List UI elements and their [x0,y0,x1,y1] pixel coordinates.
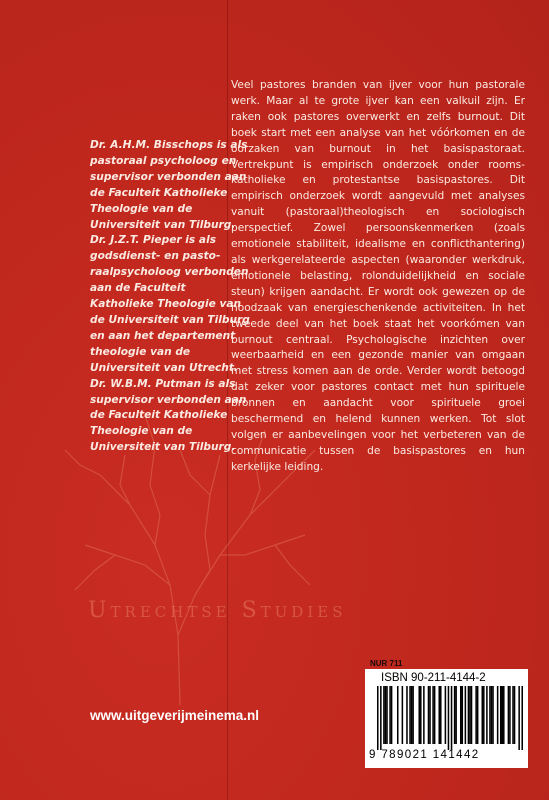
barcode-bar [454,686,456,744]
barcode-bar [438,686,440,744]
barcode-bar [475,686,477,744]
publisher-website-link[interactable]: www.uitgeverijmeinema.nl [90,708,260,723]
barcode-bar [489,686,491,744]
barcode-bar [521,686,523,750]
ean-barcode [377,686,523,750]
barcode-bar [469,686,471,744]
barcode-bar [412,686,414,744]
author-bio-bisschops: Dr. A.H.M. Bisschops is als pastoraal psycholoog en supervisor verbonden aan de Faculteit Katholieke Theologie van de Universiteit van Tilburg. [90,139,248,231]
barcode-bar [402,686,404,744]
barcode-bar [448,686,450,750]
barcode-bar [455,686,457,744]
barcode-bar [383,686,385,744]
barcode-bar [509,686,511,744]
barcode-bar [460,686,462,744]
ean-digits: 9 789021 141442 [369,749,480,761]
barcode-bar [492,686,494,744]
nur-code: NUR 711 [370,659,403,668]
barcode-bar [411,686,413,744]
barcode-bar [500,686,502,744]
barcode-bar [397,686,399,744]
author-bio-pieper: Dr. J.Z.T. Pieper is als godsdienst- en pastoraalpsycholoog verbonden aan de Faculteit Katholieke Theologie van de Universiteit van Tilburg en aan het departement theologie van de Universiteit van Utrecht. [90,234,250,374]
barcode-bar [406,686,408,744]
barcode-bar [514,686,516,744]
barcode-bar [471,686,473,744]
isbn-label: ISBN 90-211-4144-2 [381,672,486,684]
barcode-bar [418,686,420,744]
barcode-bar [451,686,453,750]
series-title: Utrechtse Studies [88,598,347,623]
barcode-bar [423,686,425,744]
barcode-bar [503,686,505,744]
barcode-bar [432,686,434,744]
barcode-bar [468,686,470,744]
barcode-bar [477,686,479,744]
barcode-bar [409,686,411,744]
barcode-bar [518,686,520,750]
barcode-bar [434,686,436,744]
author-bio-putman: Dr. W.B.M. Putman is als supervisor verbonden aan de Faculteit Katholieke Theologie van de Universiteit van Tilburg. [90,377,247,454]
barcode-bar [508,686,510,744]
barcode-bar [482,686,484,744]
barcode-bar [440,686,442,744]
barcode-bar [386,686,388,744]
barcode-bar [512,686,514,744]
barcode-bar [465,686,467,744]
barcode-bar [389,686,391,744]
barcode-panel [365,669,528,768]
barcode-bar [497,686,499,744]
barcode-bar [462,686,464,744]
barcode-bar [391,686,393,744]
barcode-bar [491,686,493,744]
barcode-bar [486,686,488,744]
barcode-bar [377,686,379,750]
book-blurb: Veel pastores branden van ijver voor hun pastorale werk. Maar al te grote ijver kan een valkuil zijn. Er raken ook pastores overwerkt en zelfs burnout. Dit boek start met een analyse van het vóórkomen en de oorzaken van burnout in het basispastoraat. Vertrekpunt is empirisch onderzoek onder roomskatholieke en protestantse basispastores. Dit empirisch onderzoek wordt aangevuld met analyses vanuit (pastoraal)theologisch en sociologisch perspectief. Zowel persoonskenmerken (zoals emotionele stabiliteit, idealisme en conflicthantering) als werkgerelateerde aspecten (waaronder werkdruk, emotionele belasting, rolonduidelijkheid en sociale steun) krijgen aandacht. Er wordt ook gewezen op de noodzaak van energieschenkende activiteiten. In het tweede deel van het boek staat het voorkómen van burnout centraal. Psychologische inzichten over weerbaarheid en een gezonde manier van omgaan met stress komen aan de orde. Verder wordt betoogd dat zeker voor pastores contact met hun spirituele bronnen en aandacht voor spirituele groei beschermend en helend kunnen werken. Tot slot volgen er aanbevelingen voor het verbeteren van de communicatie tussen de basispastores en hun kerkelijke leiding. [231,79,525,473]
barcode-bar [483,686,485,744]
barcode-bar [428,686,430,744]
barcode-bar [385,686,387,744]
barcode-bar [420,686,422,744]
barcode-bar [380,686,382,750]
barcode-bar [501,686,503,744]
author-bios [90,138,250,456]
barcode-bar [445,686,447,744]
barcode-bar [429,686,431,744]
